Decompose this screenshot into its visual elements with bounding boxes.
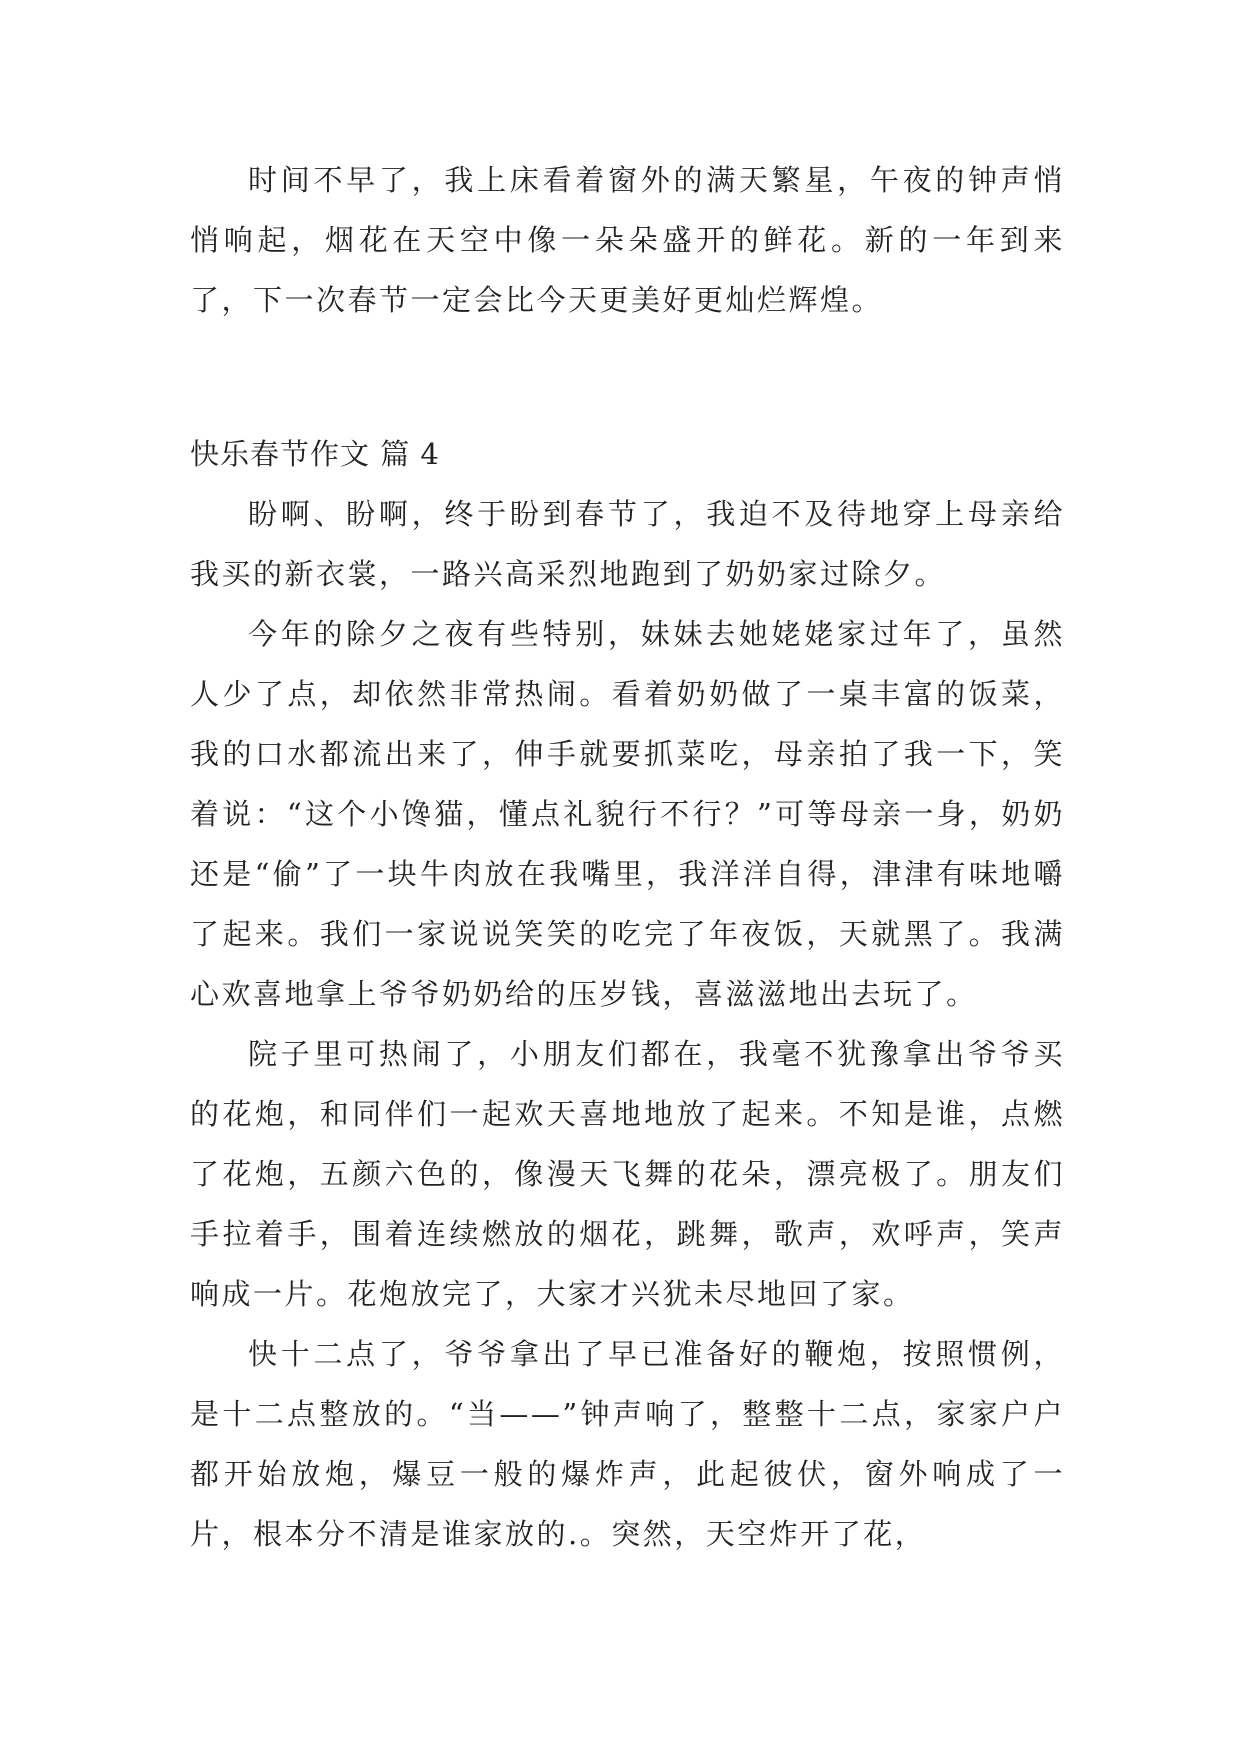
paragraph-top: 时间不早了，我上床看着窗外的满天繁星，午夜的钟声悄悄响起，烟花在天空中像一朵朵盛开的鲜花。新的一年到来了，下一次春节一定会比今天更美好更灿烂辉煌。 [190, 163, 1065, 317]
section-gap [190, 330, 1065, 424]
paragraph-2: 今年的除夕之夜有些特别，妹妹去她姥姥家过年了，虽然人少了点，却依然非常热闹。看着奶奶做了一桌丰富的饭菜，我的口水都流出来了，伸手就要抓菜吃，母亲拍了我一下，笑着说：“这个小馋猫，懂点礼貌行不行？”可等母亲一身，奶奶还是“偷”了一块牛肉放在我嘴里，我洋洋自得，津津有味地嚼了起来。我们一家说说笑笑的吃完了年夜饭，天就黑了。我满心欢喜地拿上爷爷奶奶给的压岁钱，喜滋滋地出去玩了。 [190, 617, 1065, 1011]
paragraph-4: 快十二点了，爷爷拿出了早已准备好的鞭炮，按照惯例，是十二点整放的。“当——”钟声响了，整整十二点，家家户户都开始放炮，爆豆一般的爆炸声，此起彼伏，窗外响成了一片，根本分不清是谁家放的.。突然，天空炸开了花， [190, 1337, 1065, 1551]
paragraph-3: 院子里可热闹了，小朋友们都在，我毫不犹豫拿出爷爷买的花炮，和同伴们一起欢天喜地地放了起来。不知是谁，点燃了花炮，五颜六色的，像漫天飞舞的花朵，漂亮极了。朋友们手拉着手，围着连续燃放的烟花，跳舞，歌声，欢呼声，笑声响成一片。花炮放完了，大家才兴犹未尽地回了家。 [190, 1037, 1065, 1311]
section-title: 快乐春节作文 篇 4 [190, 437, 440, 471]
paragraph-1: 盼啊、盼啊，终于盼到春节了，我迫不及待地穿上母亲给我买的新衣裳，一路兴高采烈地跑到了奶奶家过除夕。 [190, 497, 1065, 591]
document-page [190, 150, 1065, 1564]
